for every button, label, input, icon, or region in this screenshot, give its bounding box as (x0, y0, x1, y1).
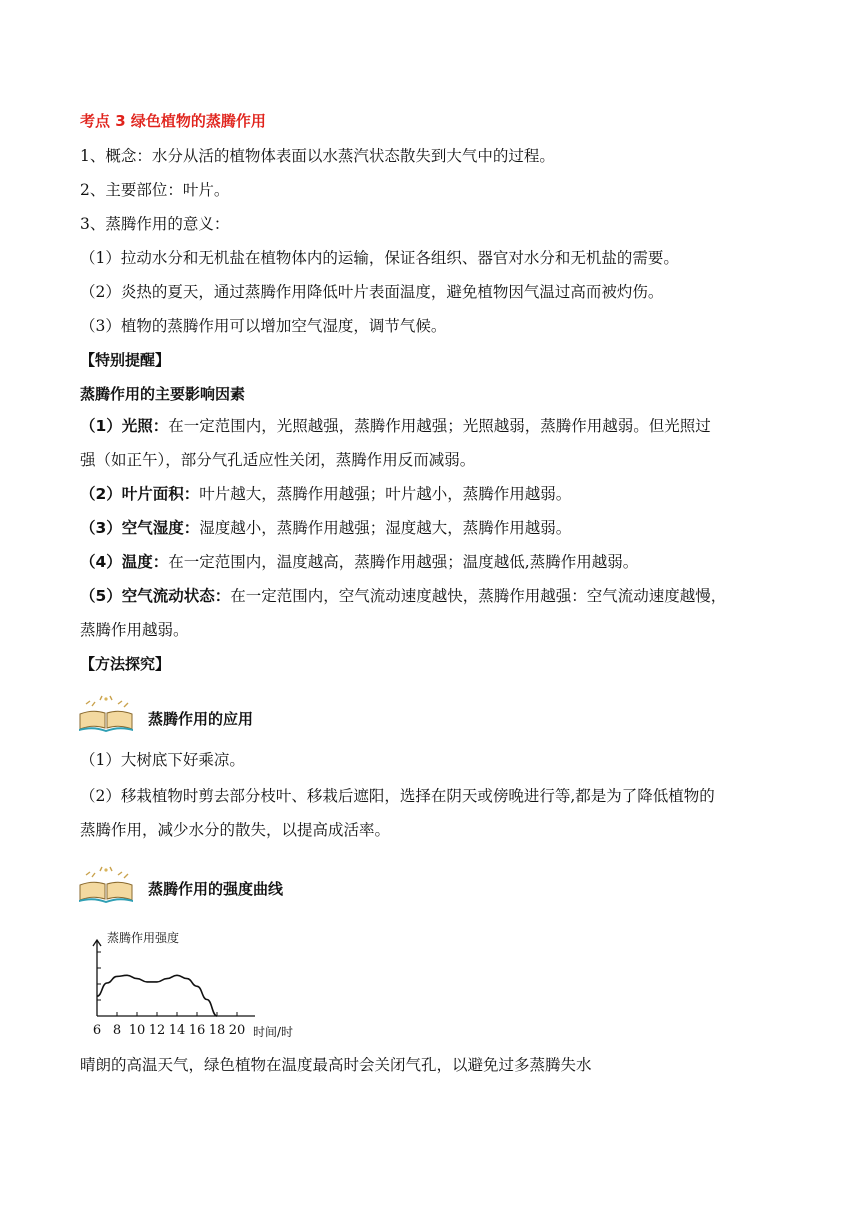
x-tick-label: 6 (92, 1023, 102, 1038)
factor-light-cont: 强（如正午），部分气孔适应性关闭，蒸腾作用反而减弱。 (80, 451, 476, 469)
factor-text: 湿度越小，蒸腾作用越强；湿度越大，蒸腾作用越弱。 (199, 519, 572, 537)
factor-label: （1）光照： (80, 417, 169, 435)
reminder-heading: 【特别提醒】 (80, 351, 171, 369)
meaning-item-2: （2）炎热的夏天，通过蒸腾作用降低叶片表面温度，避免植物因气温过高而被灼伤。 (80, 283, 664, 301)
factor-text: 在一定范围内，空气流动速度越快，蒸腾作用越强：空气流动速度越慢， (230, 587, 727, 605)
factor-humidity (80, 517, 785, 539)
factor-airflow-cont: 蒸腾作用越弱。 (80, 621, 189, 639)
x-tick-label: 14 (168, 1023, 186, 1038)
x-tick-label: 18 (208, 1023, 226, 1038)
x-tick-label: 8 (112, 1023, 122, 1038)
factor-leaf-area (80, 483, 785, 505)
curve-conclusion: 晴朗的高温天气，绿色植物在温度最高时会关闭气孔，以避免过多蒸腾失水 (80, 1056, 592, 1074)
factors-heading: 蒸腾作用的主要影响因素 (80, 385, 246, 403)
factor-text: 在一定范围内，温度越高，蒸腾作用越强；温度越低,蒸腾作用越弱。 (168, 553, 639, 571)
x-tick-label: 12 (148, 1023, 166, 1038)
application-line-2: （2）移栽植物时剪去部分枝叶、移栽后遮阳，选择在阴天或傍晚进行等,都是为了降低植物的 (80, 787, 715, 805)
chart-axes (93, 940, 255, 1016)
y-axis-label: 蒸腾作用强度 (107, 931, 180, 945)
meaning-item-3: （3）植物的蒸腾作用可以增加空气湿度，调节气候。 (80, 317, 447, 335)
transpiration-curve-chart (85, 928, 315, 1043)
application-line-3: 蒸腾作用，减少水分的散失，以提高成活率。 (80, 821, 391, 839)
series-line (97, 975, 217, 1016)
factor-label: （5）空气流动状态： (80, 587, 231, 605)
curve-title: 蒸腾作用的强度曲线 (148, 880, 284, 898)
open-book-icon (78, 694, 134, 732)
application-title: 蒸腾作用的应用 (148, 710, 254, 728)
factor-light (80, 415, 785, 437)
factor-label: （2）叶片面积： (80, 485, 200, 503)
x-tick-label: 16 (188, 1023, 206, 1038)
x-tick-label: 20 (228, 1023, 246, 1038)
point-meaning: 3、蒸腾作用的意义： (80, 215, 230, 233)
point-location: 2、主要部位：叶片。 (80, 181, 230, 199)
point-concept: 1、概念：水分从活的植物体表面以水蒸汽状态散失到大气中的过程。 (80, 147, 555, 165)
meaning-item-1: （1）拉动水分和无机盐在植物体内的运输，保证各组织、器官对水分和无机盐的需要。 (80, 249, 679, 267)
factor-label: （3）空气湿度： (80, 519, 200, 537)
section-title: 考点 3 绿色植物的蒸腾作用 (80, 112, 266, 130)
factor-text: 叶片越大，蒸腾作用越强；叶片越小，蒸腾作用越弱。 (199, 485, 572, 503)
open-book-icon (78, 865, 134, 903)
factor-airflow (80, 585, 785, 607)
factor-text: 在一定范围内，光照越强，蒸腾作用越强；光照越弱，蒸腾作用越弱。但光照过 (168, 417, 711, 435)
factor-label: （4）温度： (80, 553, 169, 571)
x-axis-label: 时间/时 (253, 1025, 294, 1039)
method-heading: 【方法探究】 (80, 655, 171, 673)
factor-temperature (80, 551, 785, 573)
x-tick-label: 10 (128, 1023, 146, 1038)
application-line-1: （1）大树底下好乘凉。 (80, 751, 245, 769)
